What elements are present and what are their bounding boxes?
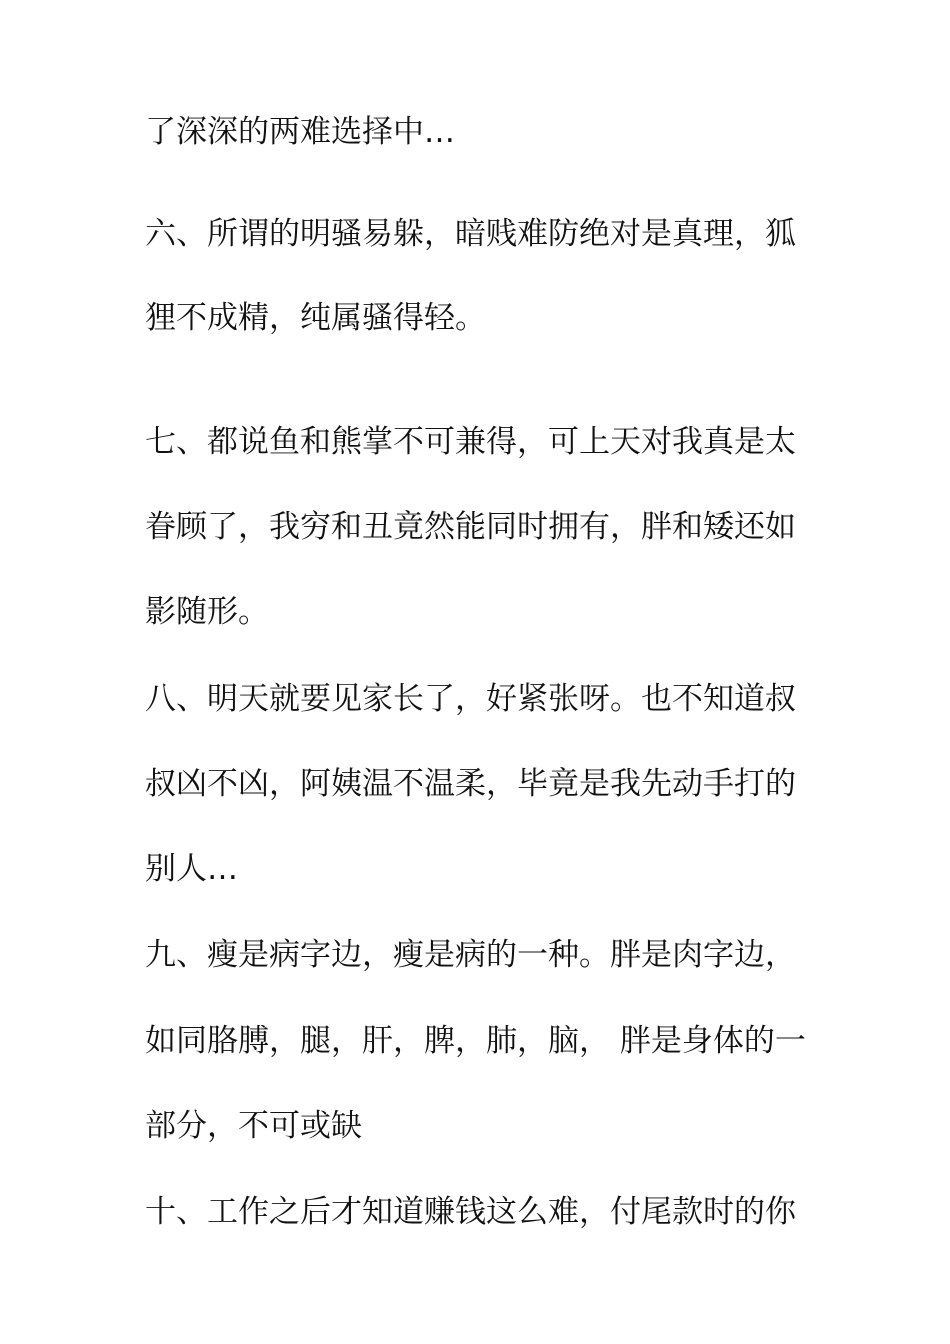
- text-line: 狸不成精，纯属骚得轻。: [145, 300, 486, 336]
- text-line: 影随形。: [145, 594, 269, 630]
- text-line: 别人…: [145, 851, 238, 887]
- text-line: 八、明天就要见家长了，好紧张呀。也不知道叔: [145, 681, 796, 717]
- text-line: 十、工作之后才知道赚钱这么难，付尾款时的你: [145, 1194, 796, 1230]
- text-line: 部分，不可或缺: [145, 1108, 362, 1144]
- text-line: 了深深的两难选择中…: [145, 114, 455, 150]
- text-line: 眷顾了，我穷和丑竟然能同时拥有，胖和矮还如: [145, 509, 796, 545]
- text-line: 九、瘦是病字边，瘦是病的一种。胖是肉字边，: [145, 937, 796, 973]
- text-line: 六、所谓的明骚易躲，暗贱难防绝对是真理，狐: [145, 216, 796, 252]
- text-line: 七、都说鱼和熊掌不可兼得，可上天对我真是太: [145, 424, 796, 460]
- text-line: 如同胳膊，腿，肝，脾，肺，脑， 胖是身体的一: [145, 1023, 806, 1059]
- text-line: 叔凶不凶，阿姨温不温柔，毕竟是我先动手打的: [145, 766, 796, 802]
